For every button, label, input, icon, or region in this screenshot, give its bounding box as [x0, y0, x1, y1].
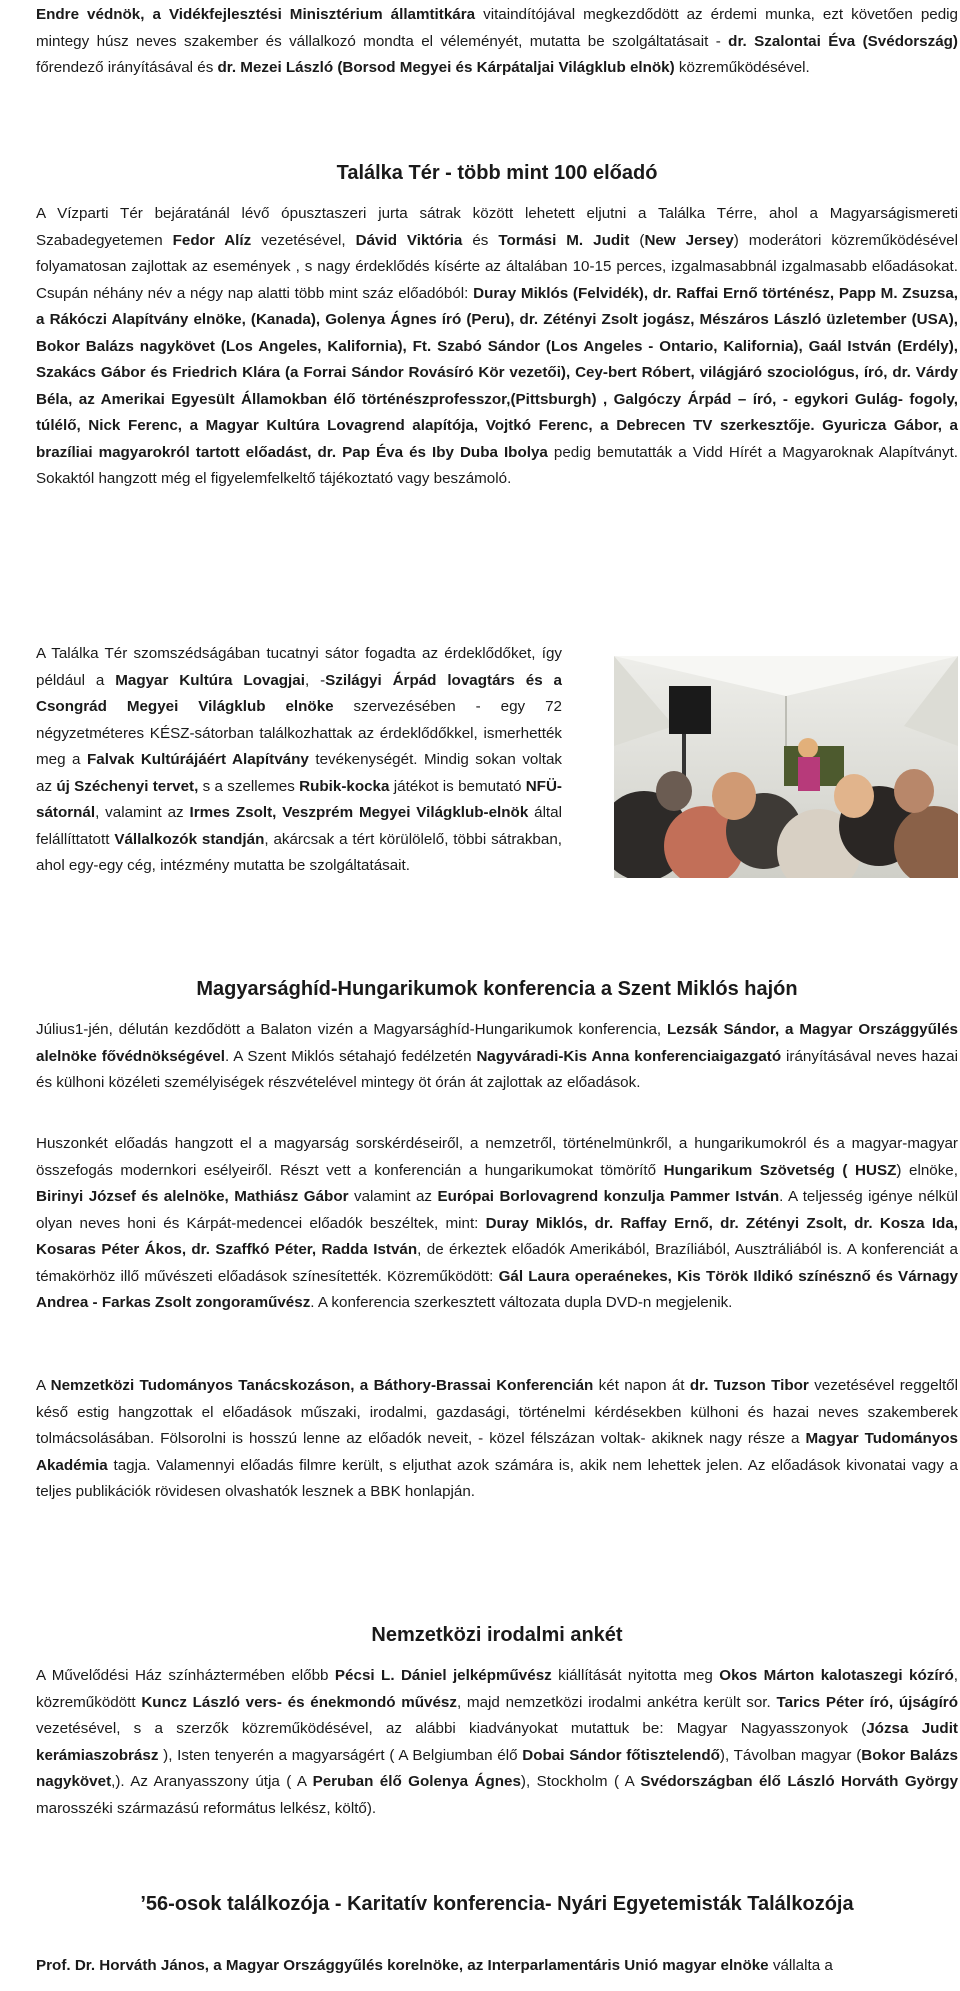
text-run: Július1-jén, délután kezdődött a Balaton vizén a Magyarsághíd-Hungarikumok konferencia, — [36, 1021, 667, 1038]
bold-text-run: Európai Borlovagrend konzulja Pammer István — [437, 1188, 780, 1205]
text-run: Huszonkét előadás hangzott el a magyarság sorskérdéseiről, a nemzetről, történelmünkről, a hungarikumokról és a magyar-magyar összefogás modernkori esélyeiről. Részt vett a konferencián a hungarikumokat tömörítő — [36, 1135, 958, 1179]
text-run: tagja. Valamennyi előadás filmre került, s eljuthat azok számára is, akik nem lehettek jelen. Az előadások kivonatai vagy a teljes publikációk rövidesen olvashatók lesznek a BBK honlapján. — [36, 1456, 958, 1500]
bold-text-run: dr. Tuzson Tibor — [689, 1377, 809, 1394]
text-run: közreműködésével. — [674, 59, 810, 76]
bold-text-run: Nagyváradi-Kis Anna konferenciaigazgató — [476, 1047, 782, 1065]
bold-text-run: Hungarikum Szövetség ( HUSZ — [663, 1161, 897, 1179]
bold-text-run: Birinyi József és alelnöke, Mathiász Gábor — [36, 1188, 349, 1205]
text-run: , majd nemzetközi irodalmi ankétra került sor. — [456, 1693, 777, 1711]
text-run: A Vízparti Tér bejáratánál lévő ópusztaszeri jurta sátrak között lehetett eljutni a Találka Térre, ahol a Magyarságismereti Szabadegyetemen — [36, 205, 958, 249]
bold-text-run: Svédországban élő László Horváth György — [640, 1773, 959, 1790]
section-title-irodalmi-anket: Nemzetközi irodalmi ankét — [371, 1624, 623, 1646]
bold-text-run: Nemzetközi Tudományos Tanácskozáson, a Báthory-Brassai Konferencián — [50, 1377, 594, 1394]
hungarikumok-paragraph-1 — [36, 1017, 958, 1097]
bold-text-run: Dobai Sándor főtisztelendő — [522, 1746, 720, 1764]
bold-text-run: Zétényi Zsolt jogász, Mészáros László üzletember (USA), Bokor Balázs nagykövet (Los Angeles, Kalifornia), Ft. Szabó Sándor (Los Angeles - Ontario, Kalifornia), Gaál István (Erdély), Szakács Gábor és Friedrich Klára (a Forrai Sándor Rovásíró Kör vezetői), Cey-bert Róbert, világjáró szociológus, író, dr. Várdy Béla, az Amerikai Egyesült Államokban élő történészprofesszor,(Pittsburgh) , Galgóczy Árpád – író, - egykori Gulág- fogoly, túlélő, Nick Ferenc, a Magyar Kultúra Lovagrend alapítója, Vojtkó Ferenc, a Debrecen TV szerkesztője. Gyuricza Gábor, a brazíliai magyarokról tartott előadást, dr. Pap Éva és Iby Duba Ibolya — [36, 311, 958, 461]
bold-text-run: New Jersey — [644, 231, 734, 249]
bold-text-run: Irmes Zsolt, Veszprém Megyei Világklub-elnök — [189, 804, 529, 821]
text-run: A Találka Tér szomszédságában tucatnyi sátor fogadta az érdeklődőket, így például a — [36, 645, 562, 689]
bold-text-run: Pécsi L. Dániel jelképművész — [334, 1667, 552, 1684]
text-run: két napon át — [593, 1377, 690, 1394]
text-run: ), Stockholm ( A — [520, 1773, 641, 1790]
bold-text-run: Gál Laura operaénekes, Kis Török Ildikó színésznő és Várnagy Andrea - Farkas Zsolt zongoraművész — [36, 1267, 958, 1311]
text-run: , akárcsak a tért körülölelő, többi sátrakban, ahol egy-egy cég, intézmény mutatta be szolgáltatásait. — [36, 830, 562, 874]
text-run: , közreműködött — [36, 1667, 958, 1711]
text-run: szervezésében - egy 72 négyzetméteres KÉSZ-sátorban találkozhattak az érdeklődőkkel, ismerhették meg a — [36, 698, 562, 768]
bold-text-run: Endre védnök, a Vidékfejlesztési Minisztérium államtitkára — [36, 6, 476, 23]
text-run: játékot is bemutató — [389, 777, 526, 795]
text-run: vezetésével reggeltől késő estig hangzottak el előadások műszaki, irodalmi, gazdasági, történelmi kérdésekben külhoni és hazai neves szakemberek tolmácsolásában. Fölsorolni is hosszú lenne az előadók neveit, - közel félszázan voltak- akiknek nagy része a — [36, 1377, 958, 1447]
text-run: irányításával neves hazai és külhoni közéleti személyiségek részvételével mintegy öt órán át zajlottak az előadások. — [36, 1047, 958, 1091]
bold-text-run: Prof. Dr. Horváth János, a Magyar Országgyűlés korelnöke, az Interparlamentáris Unió magyar elnöke — [36, 1957, 769, 1974]
bold-text-run: Tarics Péter író, újságíró — [776, 1693, 958, 1711]
text-run: vitaindítójával megkezdődött az érdemi munka, ezt követően pedig mintegy húsz neves szakember és vállalkozó mondta el véleményét, mutatta be szolgáltatásait - — [36, 6, 958, 50]
irodalmi-anket-paragraph — [36, 1663, 958, 1822]
text-run: ), Távolban magyar ( — [719, 1746, 862, 1764]
text-run: . A Szent Miklós sétahajó fedélzetén — [224, 1047, 477, 1065]
bold-text-run: Peruban élő Golenya Ágnes — [312, 1773, 521, 1790]
text-run: vállalta a — [768, 1957, 833, 1974]
bold-text-run: Magyar Kultúra Lovagjai — [115, 671, 305, 689]
bold-text-run: Bokor Balázs nagykövet — [36, 1746, 958, 1790]
text-run: pedig bemutatták a Vidd Hírét a Magyaroknak Alapítványt. Sokaktól hangzott még el figyelemfelkeltő tájékoztató vagy beszámoló. — [36, 443, 959, 487]
text-run: ( — [629, 231, 645, 249]
hungarikumok-paragraph-2 — [36, 1131, 958, 1317]
intro-paragraph — [36, 2, 958, 82]
bold-text-run: Dávid Viktória — [355, 231, 463, 249]
text-run: és — [462, 231, 499, 249]
text-run: ,). Az Aranyasszony útja ( A — [111, 1773, 313, 1790]
bold-text-run: Duray Miklós, dr. Raffay Ernő, dr. Zétényi Zsolt, dr. Kosza Ida, Kosaras Péter Ákos, dr. Szaffkó Péter, Radda István — [36, 1214, 959, 1258]
bold-text-run: NFÜ-sátornál — [36, 777, 562, 821]
bold-text-run: Fedor Alíz — [172, 231, 252, 249]
text-run: valamint az — [348, 1188, 438, 1205]
talalka-ter-paragraph — [36, 201, 958, 493]
text-run: tevékenységét. Mindig sokan voltak az — [36, 751, 562, 795]
text-run: marosszéki származású református lelkész, költő). — [36, 1799, 377, 1817]
text-run: főrendező irányításával és — [36, 59, 218, 76]
bold-text-run: Szilágyi Árpád lovagtárs és a Csongrád Megyei Világklub elnöke — [36, 671, 562, 715]
text-run: ), Isten tenyerén a magyarságért ( A Belgiumban élő — [158, 1746, 523, 1764]
text-run: ) elnöke, — [896, 1161, 958, 1179]
text-run: . A konferencia szerkesztett változata dupla DVD-n megjelenik. — [310, 1294, 733, 1311]
bold-text-run: Magyar Tudományos Akadémia — [36, 1430, 958, 1474]
bold-text-run: Rubik-kocka — [299, 777, 390, 795]
text-run: , valamint az — [95, 804, 190, 821]
text-run: , de érkeztek előadók Amerikából, Brazíliából, Ausztráliából is. A konferenciát a témakörhöz illő művészeti előadások színesítették. Közreműködött: — [36, 1241, 958, 1285]
text-run: A — [36, 1377, 51, 1394]
bold-text-run: Tormási M. Judit — [498, 231, 630, 249]
bold-text-run: Vállalkozók standján — [114, 830, 265, 848]
bold-text-run: új Széchenyi tervet, — [56, 777, 199, 795]
text-run: A Művelődési Ház színháztermében előbb — [36, 1667, 335, 1684]
bold-text-run: Józsa Judit kerámiaszobrász — [36, 1720, 958, 1764]
text-run: ) moderátori közreműködésével folyamatosan zajlottak az események , s nagy érdeklődés kísérte az általában 10-15 perces, izgalmasabbnál izgalmasabb előadásokat. Csupán néhány név a négy nap alatti több mint száz előadóból: — [36, 231, 958, 302]
bold-text-run: dr. Szalontai Éva (Svédország) — [728, 32, 958, 50]
text-run: . A teljesség igénye nélkül olyan neves honi és Kárpát-medencei előadók beszéltek, mint: — [36, 1188, 958, 1232]
bold-text-run: Okos Márton kalotaszegi kózíró — [719, 1667, 954, 1684]
bold-text-run: Falvak Kultúrájáért Alapítvány — [87, 751, 309, 768]
text-run: , - — [304, 671, 326, 689]
section-title-hungarikumok: Magyarsághíd-Hungarikumok konferencia a Szent Miklós hajón — [196, 978, 798, 1000]
bold-text-run: Lezsák Sándor, a Magyar Országgyűlés alelnöke fővédnökségével — [36, 1021, 958, 1065]
audience-under-tent-photo — [614, 656, 958, 878]
text-run: vezetésével, — [251, 231, 356, 249]
text-run: kiállítását nyitotta meg — [551, 1667, 720, 1684]
section-title-56-osok: ’56-osok találkozója - Karitatív konferencia- Nyári Egyetemisták Találkozója — [140, 1893, 854, 1915]
hungarikumok-paragraph-3 — [36, 1373, 958, 1506]
bold-text-run: Kuncz László vers- és énekmondó művész — [141, 1693, 457, 1711]
text-run: által felállíttatott — [36, 804, 562, 848]
text-run: vezetésével, s a szerzők közreműködésével, az alábbi kiadványokat mutattuk be: Magyar Nagyasszonyok ( — [36, 1720, 867, 1737]
text-run: s a szellemes — [198, 777, 300, 795]
bold-text-run: dr. Mezei László (Borsod Megyei és Kárpátaljai Világklub elnök) — [217, 59, 675, 76]
56-osok-paragraph — [36, 1953, 958, 1980]
tents-paragraph — [36, 641, 562, 880]
bold-text-run: Duray Miklós (Felvidék), dr. Raffai Ernő történész, Papp M. Zsuzsa, a Rákóczi Alapítvány elnöke, (Kanada), Golenya Ágnes író (Peru), dr. — [36, 284, 958, 328]
section-title-talalka-ter: Találka Tér - több mint 100 előadó — [336, 162, 658, 184]
